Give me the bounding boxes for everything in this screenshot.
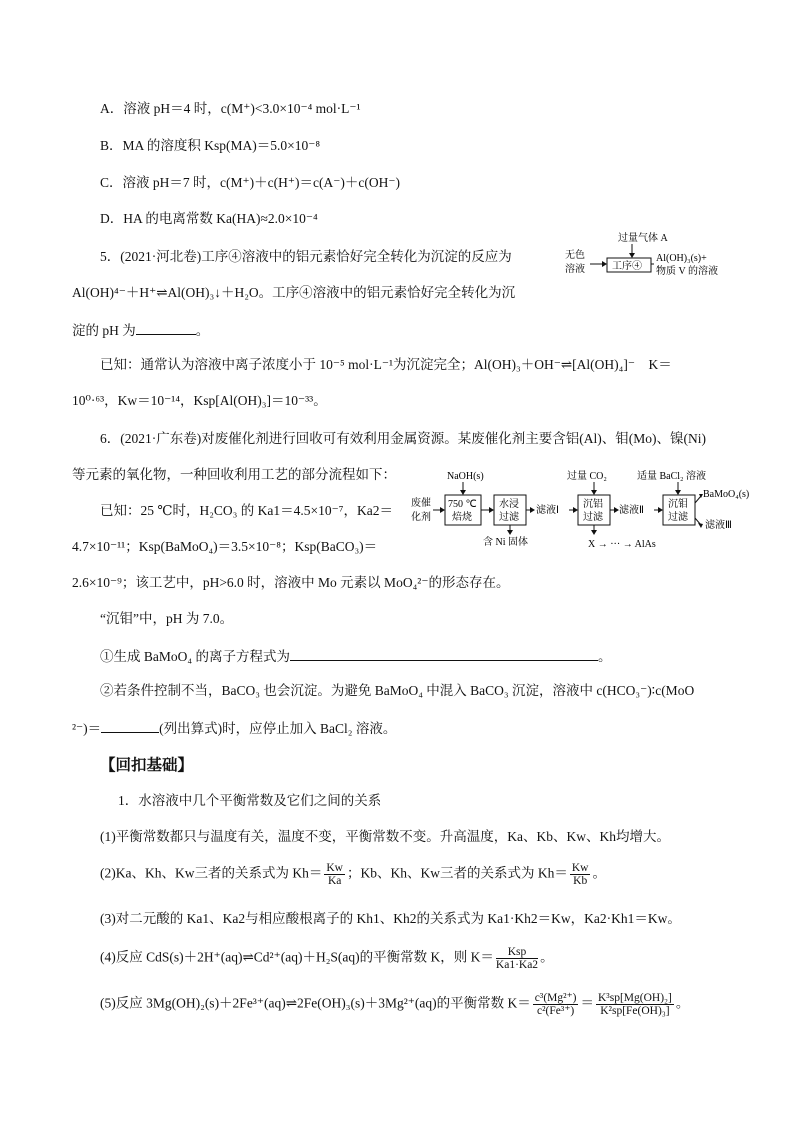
flow-co2: 过量 CO₂ xyxy=(567,471,607,482)
basics-p3: (3)对二元酸的 Ka1、Ka2与相应酸根离子的 Kh1、Kh2的关系式为 Ka1·Kh2＝Kw，Ka2·Kh1＝Kw。 xyxy=(100,911,681,926)
fraction-ksp-ratio: $\frac{\text{K³sp[Mg(OH)₂]}}{\text{K²sp[Fe(OH)₃]}}$ xyxy=(597,992,672,1018)
q5-fig-top: 过量气体 A xyxy=(618,233,668,244)
q6-sub2-blank[interactable] xyxy=(101,720,159,733)
flow-b3a: 沉铝 xyxy=(583,499,603,510)
q5-line2: Al(OH)⁴⁻＋H⁺⇌Al(OH)₃↓＋H₂O。工序④溶液中的铝元素恰好完全转化为沉 xyxy=(72,285,516,300)
section-heading: 【回扣基础】 xyxy=(100,757,194,774)
q6-known3: 2.6×10⁻⁹；该工艺中，pH>6.0 时，溶液中 Mo 元素以 MoO₄²⁻的形态存在。 xyxy=(72,575,510,590)
q6-sub1-blank[interactable] xyxy=(290,648,598,661)
fraction-kw-ka: $\frac{Kw}{Ka}$ xyxy=(326,862,343,888)
flow-b1b: 焙烧 xyxy=(452,512,472,523)
q5-fig-right2: 物质 V 的溶液 xyxy=(656,266,719,277)
q6-step: “沉钼”中，pH 为 7.0。 xyxy=(100,611,234,626)
q5-known2: 10⁰·⁶³，Kw＝10⁻¹⁴，Ksp[Al(OH)₃]＝10⁻³³。 xyxy=(72,393,327,408)
flow-lq2: 滤液Ⅱ xyxy=(619,505,644,516)
flow-b3b: 过滤 xyxy=(583,512,603,523)
flow-out2: 滤液Ⅲ xyxy=(705,520,732,531)
flow-out1: BaMoO₄(s) xyxy=(703,489,750,500)
q5-fig-right1: Al(OH)₃(s)+ xyxy=(656,253,707,264)
basics-p2: (2)Ka、Kh、Kw三者的关系式为 Kh＝ $\frac{Kw}{Ka}$ ；Kb、Kh、Kw三者的关系式为 Kh＝ $\frac{Kw}{Kb}$ 。 xyxy=(100,862,606,888)
option-a: A．溶液 pH＝4 时，c(M⁺)<3.0×10⁻⁴ mol·L⁻¹ xyxy=(100,101,361,116)
option-d: D．HA 的电离常数 Ka(HA)≈2.0×10⁻⁴ xyxy=(100,211,318,226)
flow-feed1: 废催 xyxy=(411,498,431,509)
q6-sub1: ①生成 BaMoO₄ 的离子方程式为 。 xyxy=(100,649,612,664)
q6-line2: 等元素的氧化物，一种回收利用工艺的部分流程如下： xyxy=(72,467,396,482)
q5-known1: 已知：通常认为溶液中离子浓度小于 10⁻⁵ mol·L⁻¹为沉淀完全；Al(OH)₃＋OH⁻⇌[Al(OH)₄]⁻ K＝ xyxy=(100,357,672,372)
flow-b4a: 沉钼 xyxy=(668,499,688,510)
option-c: C．溶液 pH＝7 时，c(M⁺)＋c(H⁺)＝c(A⁻)＋c(OH⁻) xyxy=(100,175,400,190)
flow-b4b: 过滤 xyxy=(668,512,688,523)
flow-b1a: 750 ℃ xyxy=(448,499,477,510)
q5-fig-box: 工序④ xyxy=(612,261,642,272)
flow-x: X → ··· → AlAs xyxy=(588,539,656,550)
flow-lq1: 滤液Ⅰ xyxy=(536,505,559,516)
fraction-ksp-ka: $\frac{\text{Ksp}}{Ka1\cdot Ka2}$ xyxy=(495,946,539,972)
q6-known2: 4.7×10⁻¹¹；Ksp(BaMoO₄)＝3.5×10⁻⁸；Ksp(BaCO₃)＝ xyxy=(72,539,378,554)
flow-ni: 含 Ni 固体 xyxy=(483,537,528,548)
q6-line1: 6．(2021·广东卷)对废催化剂进行回收可有效利用金属资源。某废催化剂主要含铝(Al)、钼(Mo)、镍(Ni) xyxy=(100,431,706,446)
q6-known1: 已知：25 ℃时，H₂CO₃ 的 Ka1＝4.5×10⁻⁷，Ka2＝ xyxy=(100,503,393,518)
flow-feed2: 化剂 xyxy=(411,512,431,523)
basics-title: 1．水溶液中几个平衡常数及它们之间的关系 xyxy=(118,793,382,808)
fraction-conc: $\frac{\text{c³(Mg²⁺)}}{\text{c²(Fe³⁺)}}$ xyxy=(534,992,577,1018)
q5-fig-left2: 溶液 xyxy=(565,264,585,275)
basics-p5: (5)反应 3Mg(OH)₂(s)＋2Fe³⁺(aq)⇌2Fe(OH)₃(s)＋3Mg²⁺(aq)的平衡常数 K＝ $\frac{\text{c³(Mg²⁺)}}{\text{c²(Fe³⁺)}}$ ＝ $\frac{\text{K³sp[Mg(OH)₂]}}{\text{K²sp[Fe(OH)₃]}}$ 。 xyxy=(100,992,690,1018)
flow-b2b: 过滤 xyxy=(499,512,519,523)
q6-sub2a: ②若条件控制不当，BaCO₃ 也会沉淀。为避免 BaMoO₄ 中混入 BaCO₃ 沉淀，溶液中 c(HCO₃⁻)∶c(MoO xyxy=(100,683,695,698)
fraction-kw-kb: $\frac{Kw}{Kb}$ xyxy=(571,862,589,888)
flow-naoh: NaOH(s) xyxy=(447,471,484,482)
q5-line1: 5．(2021·河北卷)工序④溶液中的铝元素恰好完全转化为沉淀的反应为 xyxy=(100,249,512,264)
flow-b2a: 水浸 xyxy=(499,499,519,510)
option-b: B．MA 的溶度积 Ksp(MA)＝5.0×10⁻⁸ xyxy=(100,138,321,153)
q5-fig-left1: 无色 xyxy=(565,250,585,261)
q5-line3: 淀的 pH 为 。 xyxy=(72,323,210,338)
q6-flowchart xyxy=(405,468,755,552)
basics-p4: (4)反应 CdS(s)＋2H⁺(aq)⇌Cd²⁺(aq)＋H₂S(aq)的平衡常数 K，则 K＝ $\frac{\text{Ksp}}{Ka1\cdot Ka2}$ 。 xyxy=(100,946,554,972)
basics-p1: (1)平衡常数都只与温度有关，温度不变，平衡常数不变。升高温度，Ka、Kb、Kw、Kh均增大。 xyxy=(100,829,670,844)
q5-answer-blank[interactable] xyxy=(136,322,196,335)
q5-process-figure xyxy=(560,228,760,284)
flow-bacl: 适量 BaCl₂ 溶液 xyxy=(637,471,707,482)
q6-sub2-cont: ²⁻)＝ (列出算式)时，应停止加入 BaCl₂ 溶液。 xyxy=(72,721,397,736)
